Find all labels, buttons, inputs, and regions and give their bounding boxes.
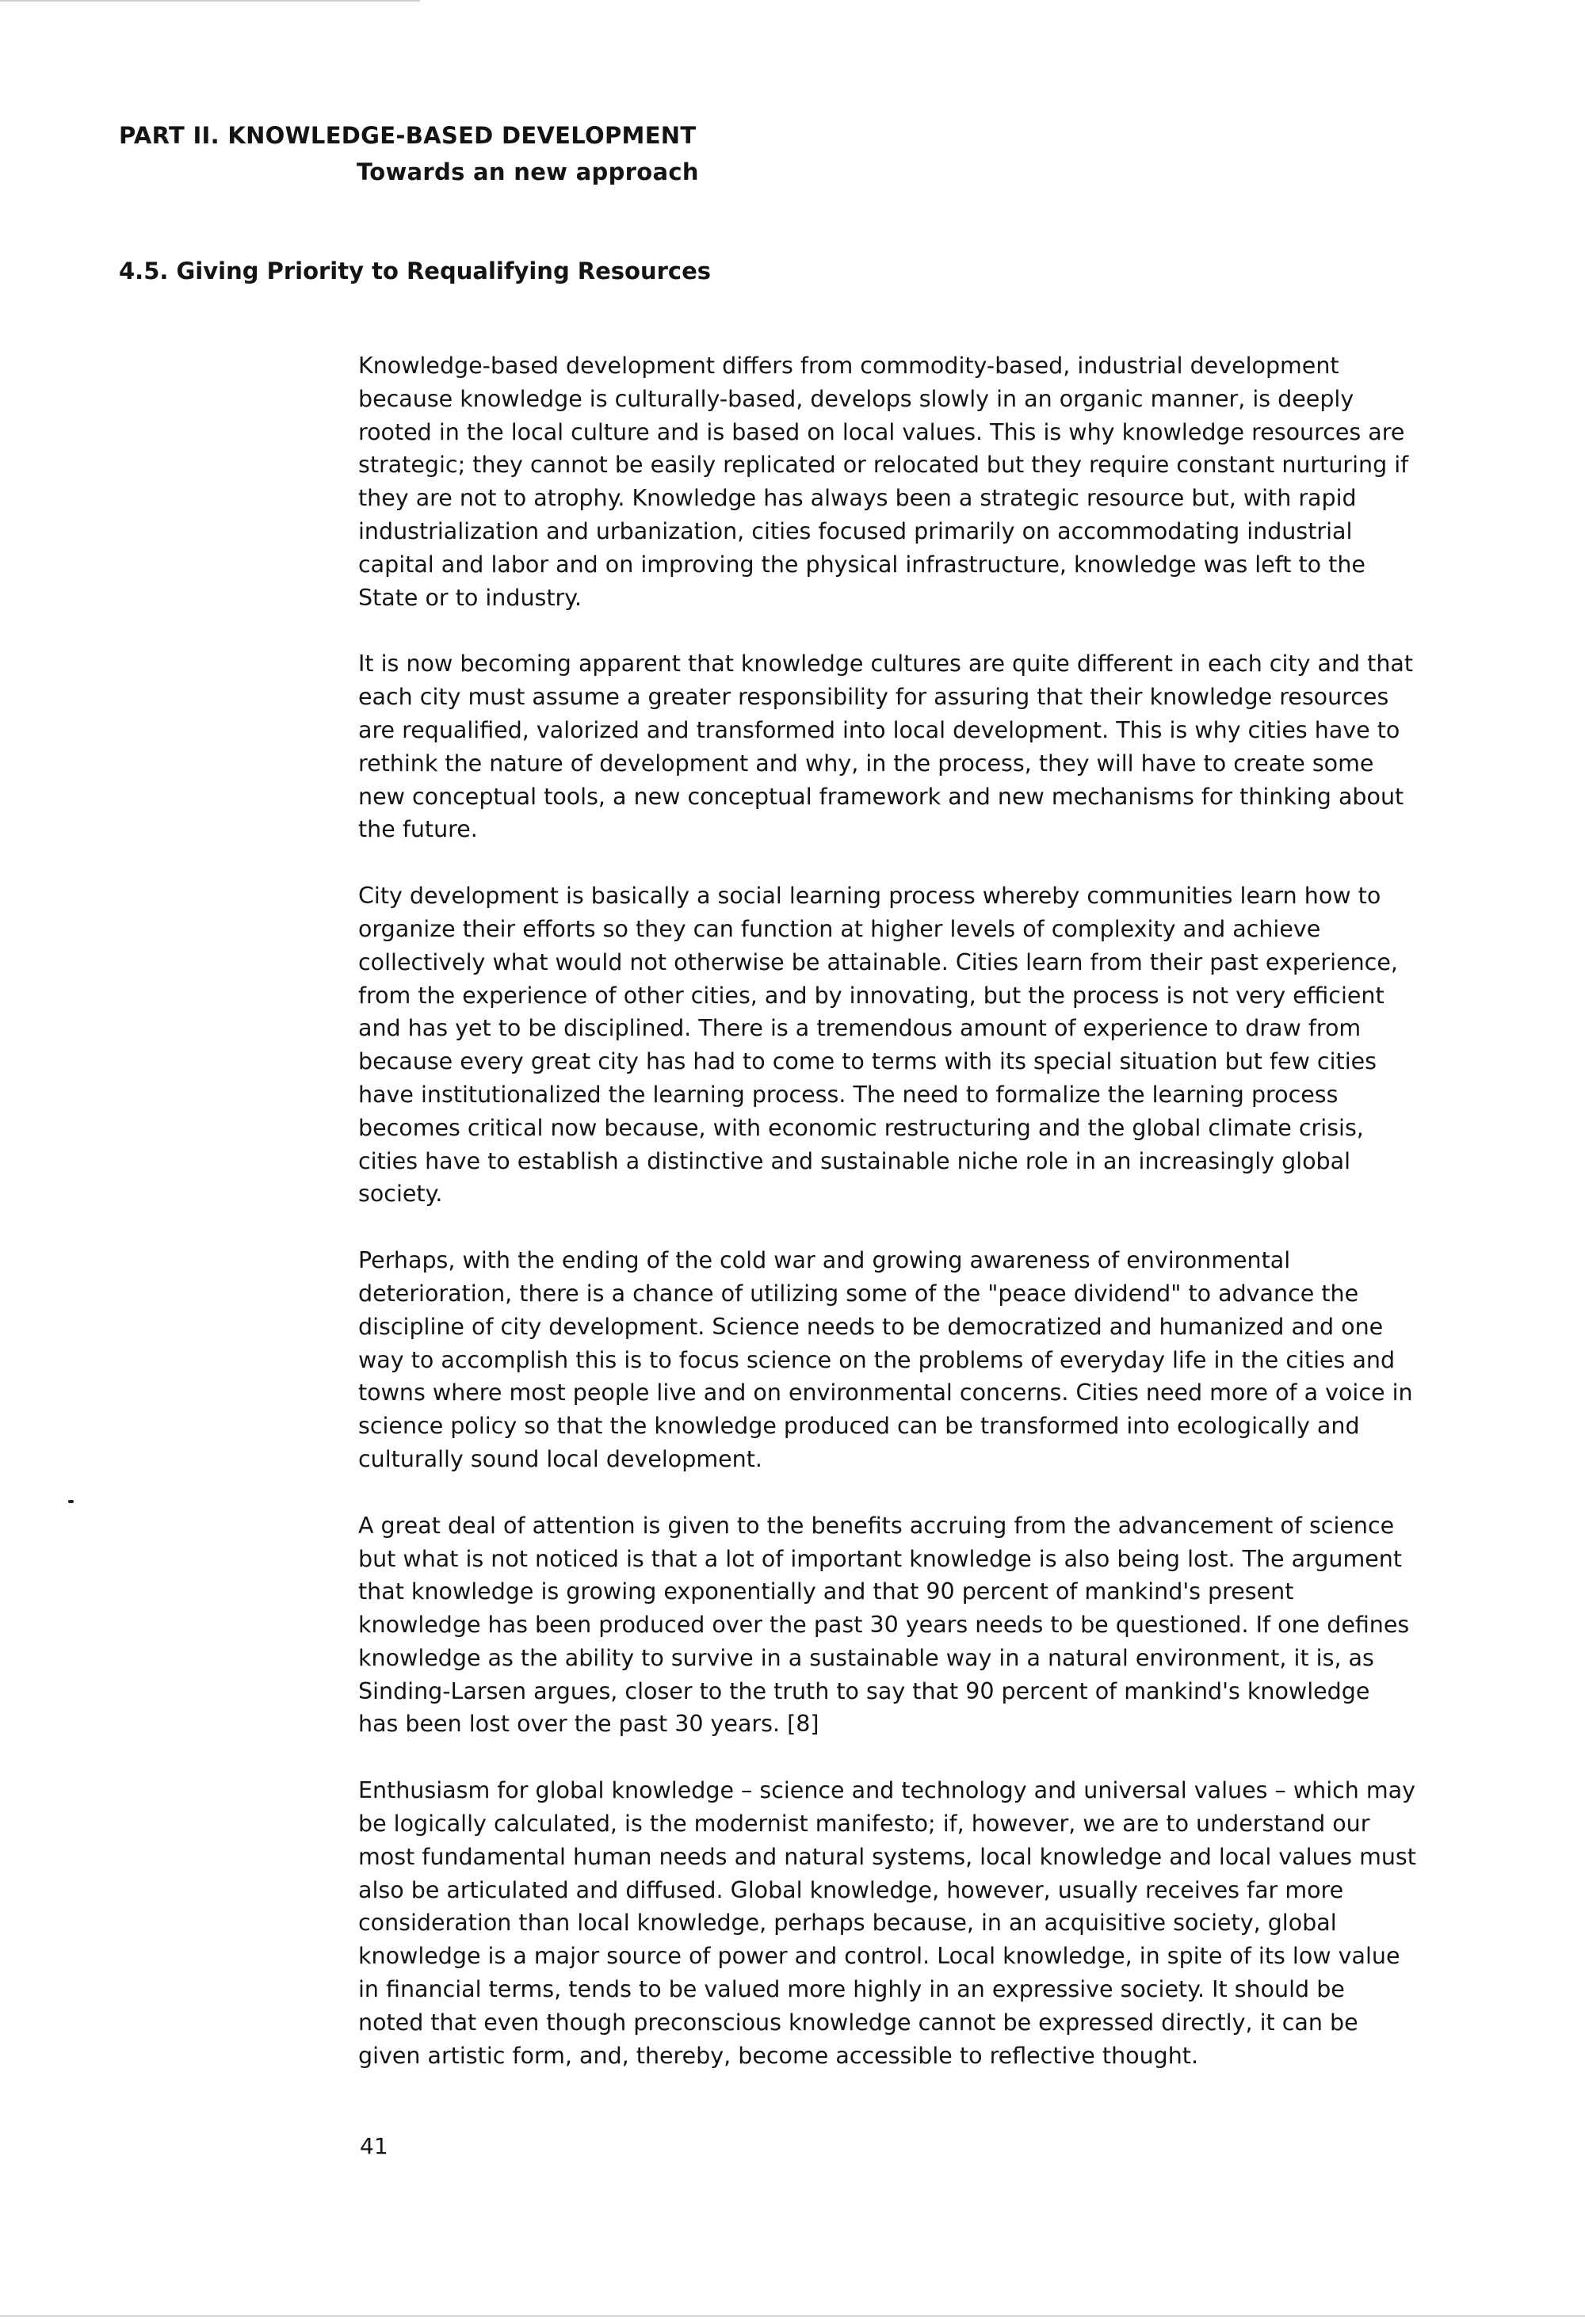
- part-subtitle: Towards an new approach: [357, 158, 699, 185]
- bottom-rule: [0, 2315, 1585, 2317]
- part-title: PART II. KNOWLEDGE-BASED DEVELOPMENT: [119, 122, 697, 149]
- paragraph: City development is basically a social learning process whereby communities learn how to organize their efforts so they can function at higher levels of complexity and achieve collectively what would not otherwise be attainable. Cities learn from their past experience, from the experience of other cities, and by innovating, but the process is not very efficient and has yet to be disciplined. There is a tremendous amount of experience to draw from because every great city has had to come to terms with its special situation but few cities have institutionalized the learning process. The need to formalize the learning process becomes critical now because, with economic restructuring and the global climate crisis, cities have to establish a distinctive and sustainable niche role in an increasingly global society.: [358, 883, 1398, 1208]
- margin-mark: [68, 1500, 74, 1503]
- section-heading: 4.5. Giving Priority to Requalifying Resources: [119, 258, 712, 284]
- top-rule: [0, 0, 420, 2]
- page-number: 41: [360, 2133, 388, 2159]
- running-header: [119, 117, 699, 190]
- paragraph: Enthusiasm for global knowledge – science and technology and universal values – which may be logically calculated, is the modernist manifesto; if, however, we are to understand our most fundamental human needs and natural systems, local knowledge and local values must also be articulated and diffused. Global knowledge, however, usually receives far more consideration than local knowledge, perhaps because, in an acquisitive society, global knowledge is a major source of power and control. Local knowledge, in spite of its low value in financial terms, tends to be valued more highly in an expressive society. It should be noted that even though preconscious knowledge cannot be expressed directly, it can be given artistic form, and, thereby, become accessible to reflective thought.: [358, 1777, 1416, 2069]
- paragraph: Knowledge-based development differs from commodity-based, industrial development because knowledge is culturally-based, develops slowly in an organic manner, is deeply rooted in the local culture and is based on local values. This is why knowledge resources are strategic; they cannot be easily replicated or relocated but they require constant nurturing if they are not to atrophy. Knowledge has always been a strategic resource but, with rapid industrialization and urbanization, cities focused primarily on accommodating industrial capital and labor and on improving the physical infrastructure, knowledge was left to the State or to industry.: [358, 353, 1409, 611]
- paragraph: A great deal of attention is given to the benefits accruing from the advancement of science but what is not noticed is that a lot of important knowledge is also being lost. The argument that knowledge is growing exponentially and that 90 percent of mankind's present knowledge has been produced over the past 30 years needs to be questioned. If one defines knowledge as the ability to survive in a sustainable way in a natural environment, it is, as Sinding-Larsen argues, closer to the truth to say that 90 percent of mankind's knowledge has been lost over the past 30 years. [8]: [358, 1512, 1410, 1738]
- body-text: [358, 349, 1416, 2105]
- paragraph: It is now becoming apparent that knowledge cultures are quite different in each city and that each city must assume a greater responsibility for assuring that their knowledge resources are requalified, valorized and transformed into local development. This is why cities have to rethink the nature of development and why, in the process, they will have to create some new conceptual tools, a new conceptual framework and new mechanisms for thinking about the future.: [358, 651, 1414, 843]
- paragraph: Perhaps, with the ending of the cold war and growing awareness of environmental deterioration, there is a chance of utilizing some of the "peace dividend" to advance the discipline of city development. Science needs to be democratized and humanized and one way to accomplish this is to focus science on the problems of everyday life in the cities and towns where most people live and on environmental concerns. Cities need more of a voice in science policy so that the knowledge produced can be transformed into ecologically and culturally sound local development.: [358, 1247, 1413, 1472]
